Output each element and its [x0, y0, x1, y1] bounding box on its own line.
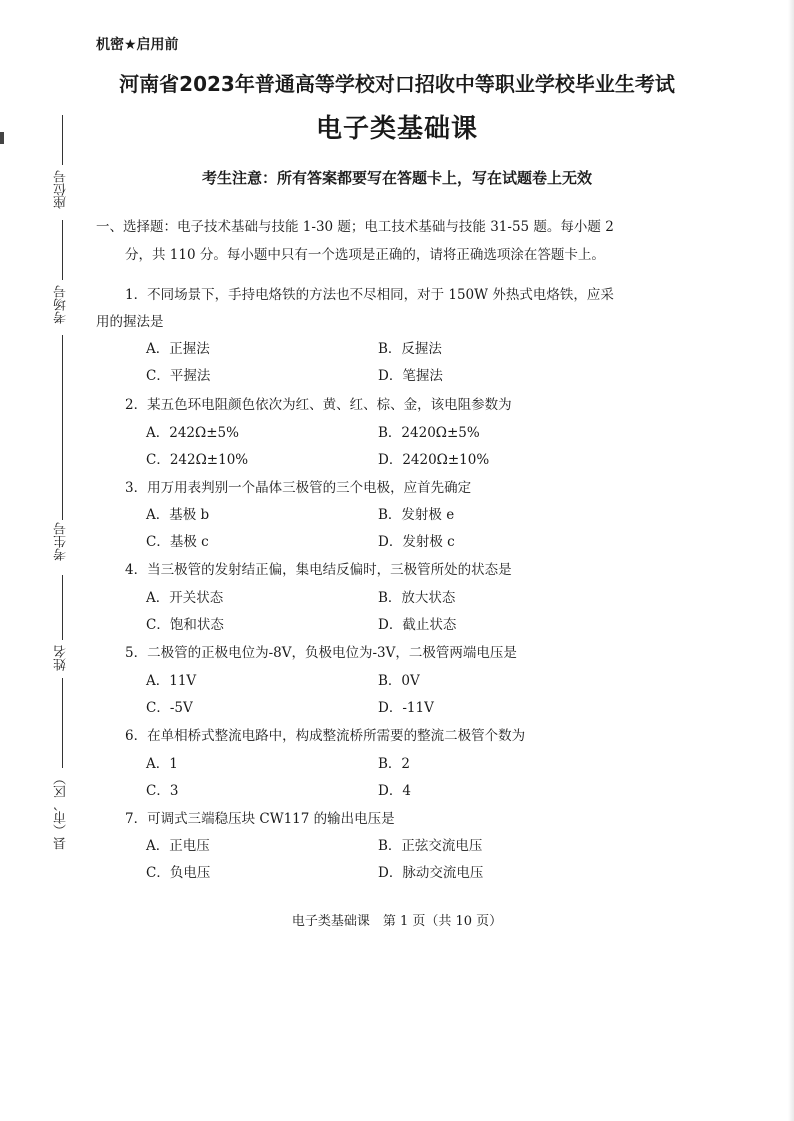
- question-2-option-c: C．242Ω±10%: [146, 452, 249, 468]
- question-6-option-b: B．2: [378, 756, 411, 772]
- question-1-option-c: C．平握法: [146, 368, 211, 384]
- question-1-option-a: A．正握法: [146, 341, 210, 357]
- question-6-stem: 6．在单相桥式整流电路中，构成整流桥所需要的整流二极管个数为: [125, 728, 526, 744]
- question-3-stem: 3．用万用表判别一个晶体三极管的三个电极，应首先确定: [125, 480, 472, 496]
- question-7-option-b: B．正弦交流电压: [378, 838, 483, 854]
- question-2-option-d: D．2420Ω±10%: [378, 452, 490, 468]
- question-5-option-b: B．0V: [378, 673, 420, 689]
- question-7-option-c: C．负电压: [146, 865, 211, 881]
- confidential-label: 机密★启用前: [96, 37, 179, 53]
- exam-title: 河南省2023年普通高等学校对口招收中等职业学校毕业生考试: [119, 72, 675, 96]
- section-instructions-line1: 一、选择题：电子技术基础与技能 1-30 题；电工技术基础与技能 31-55 题。每小题 2: [96, 219, 614, 235]
- question-6-option-a: A．1: [146, 756, 178, 772]
- margin-line: [62, 335, 63, 520]
- question-5-option-d: D．-11V: [378, 700, 434, 716]
- name-label: 姓名: [54, 645, 69, 671]
- question-3-option-a: A．基极 b: [146, 507, 210, 523]
- page-footer: 电子类基础课 第 1 页（共 10 页）: [291, 914, 503, 929]
- seat-no-label: 座位号: [54, 170, 69, 209]
- question-5-option-a: A．11V: [146, 673, 197, 689]
- candidate-no-label: 考生号: [54, 522, 69, 561]
- question-3-option-b: B．发射极 e: [378, 507, 455, 523]
- question-4-option-a: A．开关状态: [146, 590, 224, 606]
- margin-line: [62, 220, 63, 280]
- question-1-stem-cont: 用的握法是: [96, 314, 164, 330]
- section-instructions-line2: 分，共 110 分。每小题中只有一个选项是正确的，请将正确选项涂在答题卡上。: [125, 247, 605, 263]
- exam-room-no-label: 考场号: [54, 285, 69, 324]
- question-1-option-b: B．反握法: [378, 341, 442, 357]
- county-label: 县（市、区）: [54, 772, 69, 850]
- question-4-option-b: B．放大状态: [378, 590, 456, 606]
- question-1-stem: 1．不同场景下，手持电烙铁的方法也不尽相同，对于 150W 外热式电烙铁，应采: [125, 287, 614, 303]
- question-2-stem: 2．某五色环电阻颜色依次为红、黄、红、棕、金，该电阻参数为: [125, 397, 512, 413]
- question-2-option-a: A．242Ω±5%: [146, 425, 239, 441]
- question-4-option-d: D．截止状态: [378, 617, 457, 633]
- question-1-option-d: D．笔握法: [378, 368, 443, 384]
- question-5-option-c: C．-5V: [146, 700, 193, 716]
- question-4-stem: 4．当三极管的发射结正偏，集电结反偏时，三极管所处的状态是: [125, 562, 512, 578]
- question-3-option-c: C．基极 c: [146, 534, 209, 550]
- subject-title: 电子类基础课: [315, 114, 478, 144]
- question-6-option-c: C．3: [146, 783, 179, 799]
- question-7-option-a: A．正电压: [146, 838, 210, 854]
- question-5-stem: 5．二极管的正极电位为-8V，负极电位为-3V，二极管两端电压是: [125, 645, 517, 661]
- question-2-option-b: B．2420Ω±5%: [378, 425, 480, 441]
- margin-line: [62, 678, 63, 768]
- question-6-option-d: D．4: [378, 783, 411, 799]
- margin-line: [62, 575, 63, 640]
- question-4-option-c: C．饱和状态: [146, 617, 224, 633]
- candidate-notice: 考生注意：所有答案都要写在答题卡上，写在试题卷上无效: [201, 169, 592, 187]
- question-3-option-d: D．发射极 c: [378, 534, 455, 550]
- question-7-option-d: D．脉动交流电压: [378, 865, 484, 881]
- question-7-stem: 7．可调式三端稳压块 CW117 的输出电压是: [125, 811, 395, 827]
